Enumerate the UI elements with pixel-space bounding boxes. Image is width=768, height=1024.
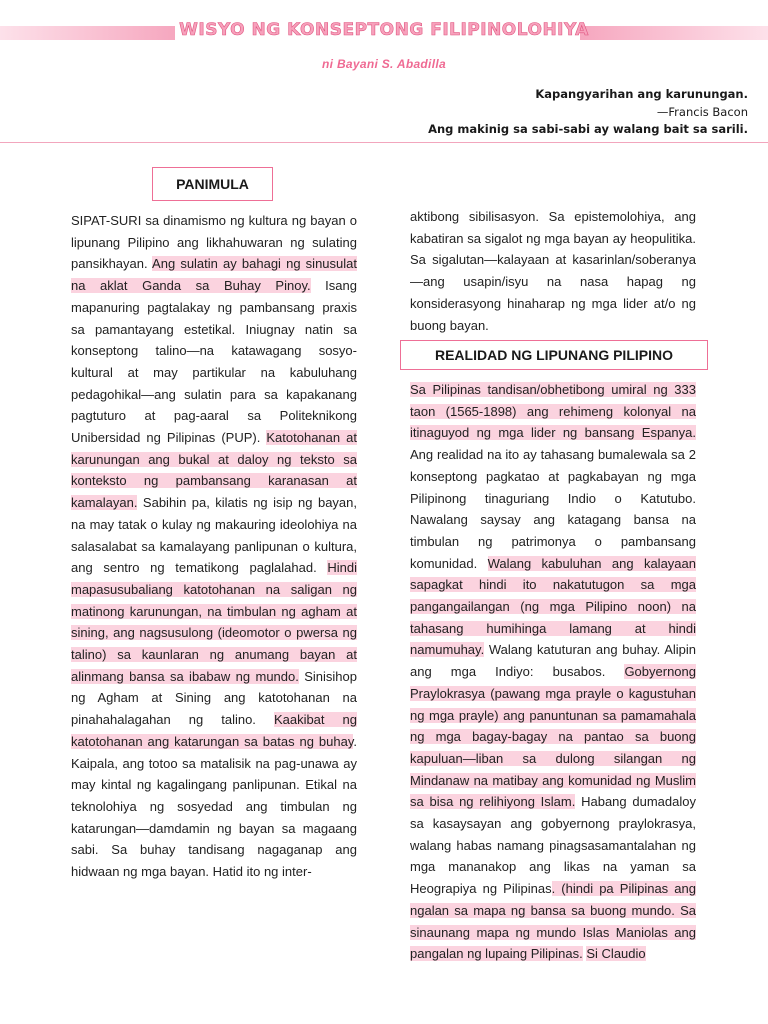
header-divider (0, 142, 768, 143)
highlighted-text: . (hindi pa Pilipinas ang ngalan sa mapa ng bansa sa buong mundo. Sa sinaunang mapa ng mundo Islas Maniolas ang pangalan ng lupaing Pilipinas. (410, 881, 696, 962)
epigraph-quote-2: Ang makinig sa sabi-sabi ay walang bait sa sarili. (428, 122, 748, 136)
epigraph-quote-1: Kapangyarihan ang karunungan. (535, 87, 748, 101)
body-column-right-top (410, 206, 696, 336)
epigraph-attribution: —Francis Bacon (656, 105, 748, 119)
highlighted-text: Ang sulatin ay bahagi ng sinusulat na aklat Ganda sa Buhay Pinoy. (71, 256, 357, 294)
body-column-left (71, 210, 357, 883)
highlighted-text: Sa Pilipinas tandisan/obhetibong umiral ng 333 taon (1565-1898) ang rehimeng kolonyal na itinaguyod ng mga lider ng bansang Espanya. (410, 382, 696, 441)
body-text: Sinisihop ng Agham at Sining ang katotohanan na pinahahalagahan ng talino. (71, 668, 357, 728)
body-text: aktibong sibilisasyon. Sa epistemolohiya, ang kabatiran sa sigalot ng mga bayan ay heopulitika. Sa sigalutan—kalayaan at kasarinlan/soberanya—ang usapin/isyu na nasa hapag ng konsiderasyong hinaharap ng mga lider at/o ng buong bayan. (410, 209, 696, 333)
body-text: Sabihin pa, kilatis ng isip ng bayan, na may tatak o kulay ng makauring ideolohiya na salasalabat sa kamalayang panlipunan o kultura, ang sentro ng tematikong paglalahad. (71, 495, 357, 576)
highlighted-text: Katotohanan at karunungan ang bukal at daloy ng teksto sa konteksto ng pambansang karanasan at kamalayan. (71, 430, 357, 511)
highlighted-text: Gobyernong Praylokrasya (pawang mga prayle o kagustuhan ng mga prayle) ang panuntunan sa pamamahala ng mga bagay-bagay na pantao sa buong kapuluan—liban sa dulong silangan ng Mindanaw na matibay ang komunidad ng Muslim sa bisa ng relihiyong Islam. (410, 664, 696, 810)
body-text: Ang realidad na ito ay tahasang bumalewala sa 2 konseptong pagkatao at pagkabayan ng mga Pilipinong tinaguriang Indio o Katutubo. Nawalang saysay ang katagang bansa na timbulan ng patrimonya o pambansang komunidad. (410, 447, 696, 571)
author-byline: ni Bayani S. Abadilla (322, 57, 446, 71)
section-heading-realidad: REALIDAD NG LIPUNANG PILIPINO (400, 340, 708, 370)
body-text: Isang mapanuring pagtalakay ng pambansang praxis sa pamantayang estetikal. Iniugnay natin sa konseptong talino—na katawagang sosyo-kultural at may partikular na kabuluhang pedagohikal—ang sulatin para sa kapakanang pagtuturo at pag-aaral sa Politeknikong Unibersidad ng Pilipinas (PUP). (71, 278, 357, 446)
highlighted-text: Hindi mapasusubaliang katotohanan na saligan ng matinong karunungan, na timbulan ng agham at sining, ang nagsusulong (ideomotor o pwersa ng talino) sa kaunlaran ng anumang bayan at alinmang bansa sa ibabaw ng mundo. (71, 560, 357, 684)
body-text: . Kaipala, ang totoo sa matalisik na pag-unawa ay may kintal ng kagalingang panlipunan. Etikal na teknolohiya ng sosyedad ang timbulan ng katarungan—damdamin ng bayan sa magaang sabi. Sa buhay tandisang nagaganap ang hidwaan ng mga bayan. Hatid ito ng inter- (71, 733, 357, 880)
section-heading-panimula: PANIMULA (152, 167, 273, 201)
highlighted-text: Kaakibat ng katotohanan ang katarungan sa batas ng buhay (71, 712, 357, 749)
body-text: SIPAT-SURI sa dinamismo ng kultura ng bayan o lipunang Pilipino ang likhahuwaran ng sulating pansikhayan. (71, 213, 357, 272)
highlighted-text: Walang kabuluhan ang kalayaan sapagkat hindi ito nakatutugon sa mga pangangailangan (ng mga Pilipino noon) na tahasang humihinga lamang at hindi namumuhay. (410, 555, 696, 658)
body-text: Habang dumadaloy sa kasaysayan ang gobyernong praylokrasya, walang habas namang pinagsasamantalahan ng mga mananakop ang likas na yaman sa Heograpiya ng Pilipinas (410, 794, 696, 897)
article-title: WISYO NG KONSEPTONG FILIPINOLOHIYA (179, 20, 589, 40)
highlighted-text: Si Claudio (586, 946, 646, 962)
body-text: Walang katuturan ang buhay. Alipin ang mga Indiyo: busabos. (410, 642, 696, 680)
body-column-right-bottom (410, 379, 696, 965)
